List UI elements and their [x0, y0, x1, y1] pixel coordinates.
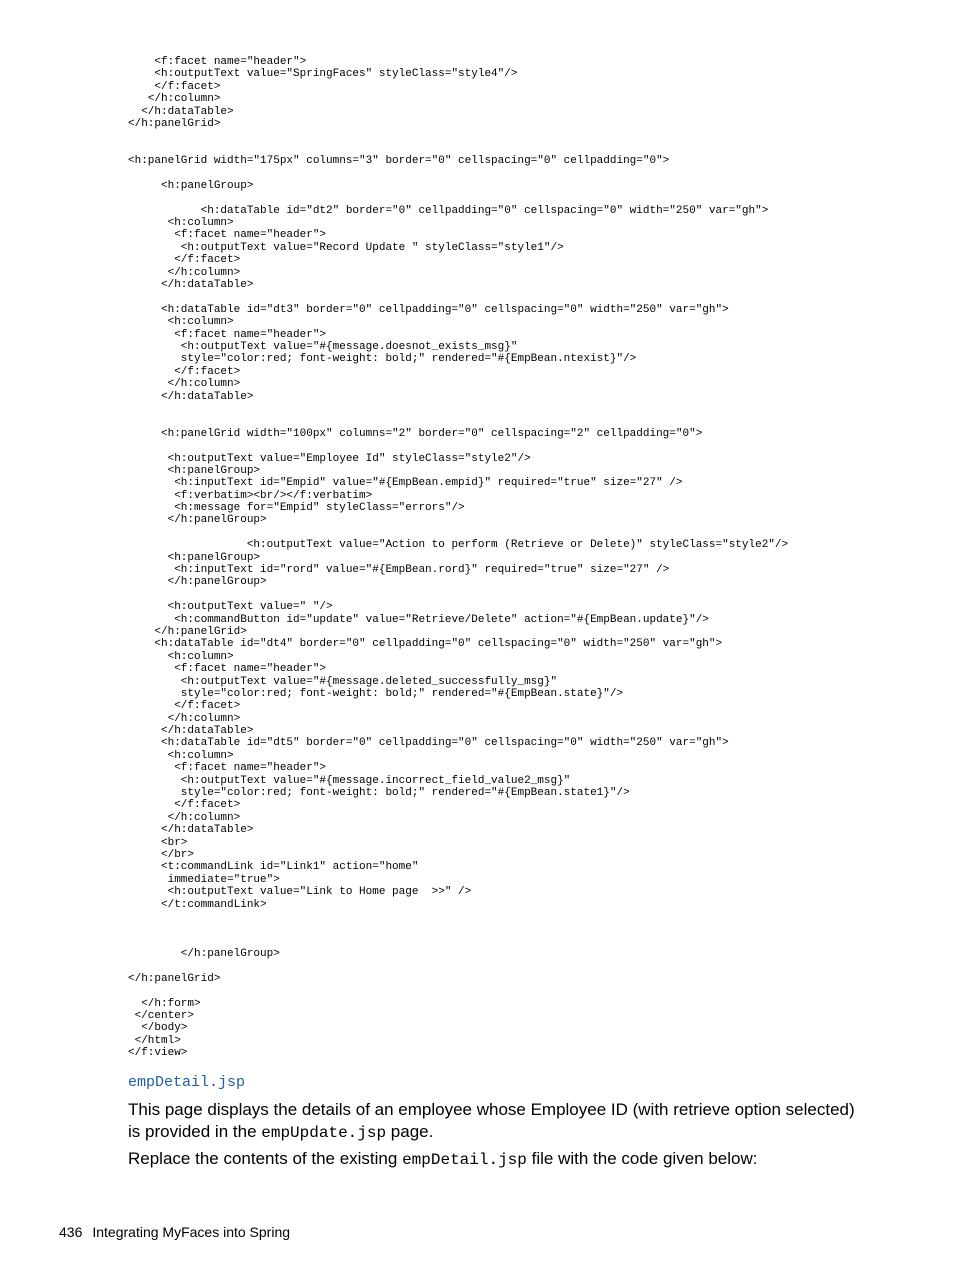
code-line: <h:dataTable id="dt4" border="0" cellpadding="0" cellspacing="0" width="250" var="gh"> — [128, 638, 723, 651]
code-line: <t:commandLink id="Link1" action="home" — [128, 861, 419, 874]
code-line — [128, 911, 928, 923]
description-paragraph — [128, 1099, 868, 1144]
code-line: </f:facet> — [128, 254, 241, 267]
code-line: </h:panelGroup> — [128, 948, 280, 961]
code-line: <h:outputText value=" "/> — [128, 601, 333, 614]
code-line: style="color:red; font-weight: bold;" rendered="#{EmpBean.ntexist}"/> — [128, 353, 637, 366]
code-line — [128, 130, 928, 142]
code-line — [128, 415, 928, 427]
code-line: <h:panelGroup> — [128, 179, 254, 192]
page-footer — [59, 1222, 290, 1242]
code-line: <h:column> — [128, 217, 234, 230]
code-line: style="color:red; font-weight: bold;" rendered="#{EmpBean.state1}"/> — [128, 787, 630, 800]
code-line — [128, 589, 928, 601]
code-line: <h:outputText value="SpringFaces" styleClass="style4"/> — [128, 68, 518, 81]
code-line: </t:commandLink> — [128, 898, 267, 911]
code-line: </center> — [128, 1010, 195, 1023]
paragraph-text: page. — [386, 1122, 434, 1141]
code-line: <h:outputText value="Link to Home page >>" /> — [128, 886, 472, 899]
code-line: </h:column> — [128, 266, 241, 279]
paragraph-text: Replace the contents of the existing — [128, 1149, 403, 1168]
code-line: </h:panelGrid> — [128, 625, 247, 638]
code-line: <f:facet name="header"> — [128, 762, 327, 775]
code-line: </h:panelGrid> — [128, 972, 221, 985]
code-line: <h:outputText value="Record Update " styleClass="style1"/> — [128, 241, 564, 254]
code-line: </h:dataTable> — [128, 725, 254, 738]
inline-code-filename: empDetail.jsp — [402, 1151, 527, 1169]
code-line: </br> — [128, 849, 195, 861]
code-line: </h:panelGrid> — [128, 117, 221, 130]
code-line: <h:outputText value="Action to perform (Retrieve or Delete)" styleClass="style2"/> — [128, 539, 789, 552]
code-line: <h:panelGroup> — [128, 551, 261, 564]
code-line: <h:panelGrid width="100px" columns="2" border="0" cellspacing="2" cellpadding="0"> — [128, 427, 703, 440]
code-line: </h:dataTable> — [128, 824, 254, 837]
section-heading: empDetail.jsp — [128, 1074, 246, 1091]
code-line: <h:outputText value="#{message.incorrect_field_value2_msg}" — [128, 774, 571, 787]
code-line: </f:facet> — [128, 80, 221, 93]
code-line — [128, 923, 928, 935]
code-line: </h:column> — [128, 811, 241, 824]
code-line: <f:facet name="header"> — [128, 663, 327, 676]
code-line: <h:column> — [128, 650, 234, 663]
code-line: immediate="true"> — [128, 873, 280, 886]
code-line: </f:facet> — [128, 799, 241, 812]
code-line: <f:facet name="header"> — [128, 56, 307, 68]
code-line — [128, 192, 928, 204]
code-line: <f:facet name="header"> — [128, 328, 327, 341]
code-line: <h:message for="Empid" styleClass="errors"/> — [128, 502, 465, 515]
code-line: </h:column> — [128, 93, 221, 106]
code-line — [128, 527, 928, 539]
code-line: <h:dataTable id="dt2" border="0" cellpadding="0" cellspacing="0" width="250" var="gh"> — [128, 204, 769, 217]
code-line: <h:panelGrid width="175px" columns="3" border="0" cellspacing="0" cellpadding="0"> — [128, 155, 670, 168]
code-line — [128, 440, 928, 452]
code-line: </h:column> — [128, 712, 241, 725]
code-line: <h:dataTable id="dt3" border="0" cellpadding="0" cellspacing="0" width="250" var="gh"> — [128, 303, 729, 316]
code-line: </html> — [128, 1034, 181, 1047]
code-line: style="color:red; font-weight: bold;" rendered="#{EmpBean.state}"/> — [128, 687, 624, 700]
code-line: </h:form> — [128, 997, 201, 1010]
code-line: <f:facet name="header"> — [128, 229, 327, 242]
paragraph-text: This page displays the details of an employee whose Employee ID (with retrieve option selected) is provided in the — [128, 1100, 855, 1141]
code-line: <h:inputText id="Empid" value="#{EmpBean.empid}" required="true" size="27" /> — [128, 477, 683, 490]
code-line: <h:panelGroup> — [128, 464, 261, 477]
page-number: 436 — [59, 1224, 83, 1240]
paragraph-text: file with the code given below: — [526, 1149, 758, 1168]
code-line: </f:view> — [128, 1047, 188, 1060]
code-line: </f:facet> — [128, 700, 241, 713]
inline-code-filename: empUpdate.jsp — [261, 1124, 387, 1142]
code-line: </h:dataTable> — [128, 105, 234, 118]
chapter-title: Integrating MyFaces into Spring — [92, 1224, 291, 1240]
code-listing — [128, 56, 928, 1060]
code-line: </h:panelGroup> — [128, 514, 267, 527]
code-line: <h:inputText id="rord" value="#{EmpBean.rord}" required="true" size="27" /> — [128, 564, 670, 577]
code-line — [128, 936, 928, 948]
code-line — [128, 291, 928, 303]
code-line: </h:panelGroup> — [128, 576, 267, 589]
code-line — [128, 168, 928, 180]
code-line: <f:verbatim><br/></f:verbatim> — [128, 489, 373, 502]
code-line: </body> — [128, 1022, 188, 1035]
code-line: </h:dataTable> — [128, 390, 254, 403]
code-line — [128, 403, 928, 415]
code-line: <br> — [128, 836, 188, 849]
code-line: <h:outputText value="#{message.doesnot_exists_msg}" — [128, 340, 518, 353]
code-line — [128, 143, 928, 155]
code-line: <h:column> — [128, 749, 234, 762]
code-line: </f:facet> — [128, 365, 241, 378]
code-line: <h:column> — [128, 316, 234, 329]
code-line — [128, 985, 928, 997]
code-line: </h:column> — [128, 378, 241, 391]
code-line: <h:commandButton id="update" value="Retrieve/Delete" action="#{EmpBean.update}"/> — [128, 613, 709, 626]
code-line: <h:outputText value="#{message.deleted_successfully_msg}" — [128, 675, 558, 688]
instruction-paragraph — [128, 1148, 868, 1171]
code-line: </h:dataTable> — [128, 279, 254, 292]
code-line — [128, 961, 928, 973]
code-line: <h:outputText value="Employee Id" styleClass="style2"/> — [128, 452, 531, 465]
code-line: <h:dataTable id="dt5" border="0" cellpadding="0" cellspacing="0" width="250" var="gh"> — [128, 737, 729, 750]
